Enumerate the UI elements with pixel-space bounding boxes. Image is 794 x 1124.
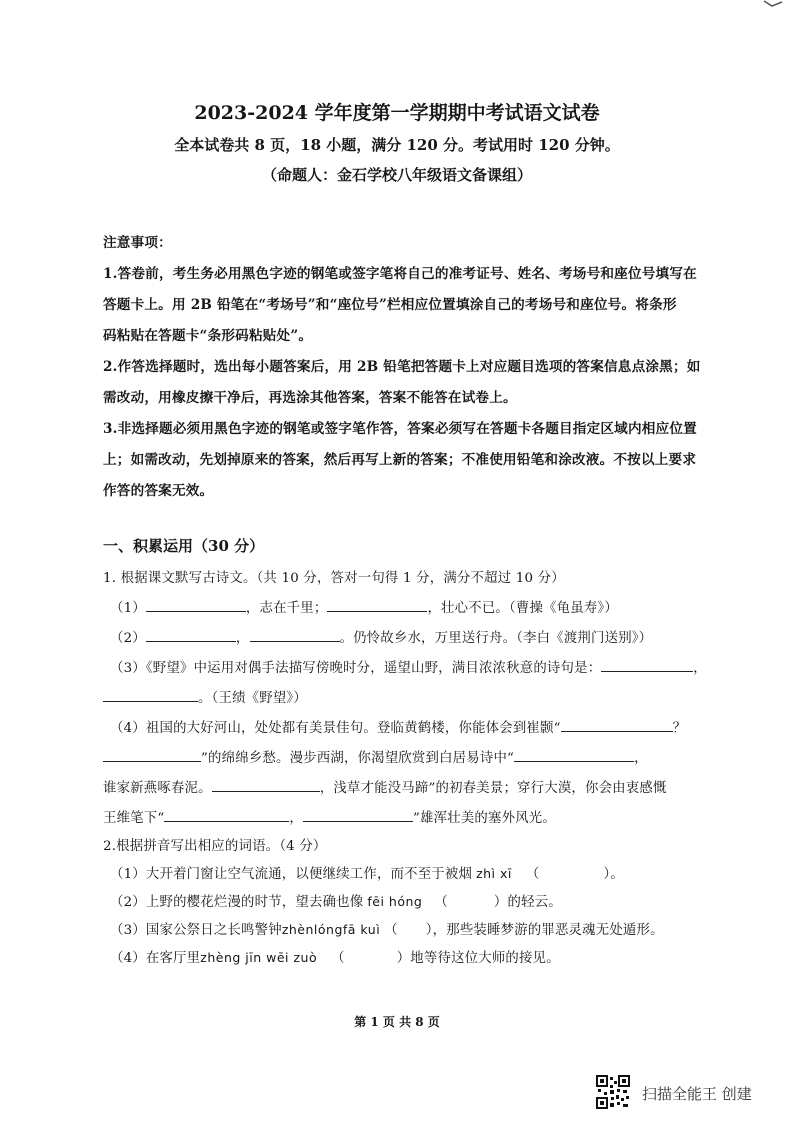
q2-sub4 [110, 947, 560, 966]
q1-sub4-line3 [103, 777, 667, 796]
answer-blank[interactable] [601, 659, 693, 672]
answer-blank[interactable] [514, 749, 634, 762]
exam-subtitle: 全本试卷共 8 页，18 小题，满分 120 分。考试用时 120 分钟。 [174, 136, 620, 154]
section1-heading: 一、积累运用（30 分） [103, 537, 265, 555]
q2-sub3-text: （3）国家公祭日之长鸣警钟 [110, 923, 282, 938]
q1-sub2-label: （2） [110, 631, 146, 646]
answer-blank[interactable] [561, 719, 673, 732]
qr-code-icon [596, 1075, 630, 1109]
answer-blank[interactable] [103, 689, 198, 702]
q1-sub3-end: 。（王绩《野望》） [198, 691, 307, 706]
answer-blank[interactable] [212, 779, 320, 792]
notes-item2-line2: 需改动，用橡皮擦干净后，再选涂其他答案，答案不能答在试卷上。 [103, 390, 517, 406]
exam-title: 2023-2024 学年度第一学期期中考试语文试卷 [194, 102, 600, 124]
q2-sub2-pinyin: fēi hóng [367, 894, 423, 909]
q2-sub2-paren: （ [434, 895, 448, 910]
q1-sub4-line2 [103, 747, 648, 766]
q1-sub3-text: （3）《野望》中运用对偶手法描写傍晚时分，遥望山野，满目浓浓秋意的诗句是： [110, 661, 602, 676]
q2-sub1 [110, 863, 624, 882]
q2-sub3-end: ），那些装睡梦游的罪恶灵魂无处遁形。 [425, 923, 664, 938]
q1-stem: 1. 根据课文默写古诗文。（共 10 分，答对一句得 1 分，满分不超过 10 分） [103, 571, 565, 586]
q2-sub3-paren: （ [384, 923, 398, 938]
notes-item3-line1: 3.非选择题必须用黑色字迹的钢笔或签字笔作答，答案必须写在答题卡各题目指定区域内相应位置 [103, 421, 697, 437]
q2-sub4-end: ）地等待这位大师的接见。 [396, 951, 560, 966]
q2-sub3-pinyin: zhènlóngfā kuì [281, 922, 381, 937]
q1-sub2-end: 。仍怜故乡水，万里送行舟。（李白《渡荆门送别》） [339, 631, 653, 646]
answer-blank[interactable] [250, 629, 340, 642]
q1-sub3-line2 [103, 687, 307, 706]
q1-sub4-l4-end: ”雄浑壮美的塞外风光。 [413, 811, 556, 826]
q1-sub4-l4-start: 王维笔下“ [103, 811, 165, 826]
notes-item3-line3: 作答的答案无效。 [103, 483, 214, 499]
q1-sub4-line4 [103, 807, 556, 826]
q1-sub4-l3-start: 谁家新燕啄春泥。 [103, 781, 212, 796]
q2-sub1-text: （1）大开着门窗让空气流通，以便继续工作，而不至于被烟 [110, 867, 473, 882]
exam-author: （命题人：金石学校八年级语文备课组） [261, 166, 532, 184]
q2-sub1-paren: （ [525, 867, 540, 882]
notes-item1-line3: 码粘贴在答题卡“条形码粘贴处”。 [103, 328, 313, 344]
q1-sub1-end: ，壮心不已。（曹操《龟虽寿》） [427, 601, 618, 616]
answer-blank[interactable] [164, 809, 289, 822]
corner-mark-icon [762, 0, 784, 8]
notes-item1-line1: 1.答卷前，考生务必用黑色字迹的钢笔或签字笔将自己的准考证号、姓名、考场号和座位号填写在 [103, 266, 697, 282]
q1-sub4-l2: ”的绵绵乡愁。漫步西湖，你渴望欣赏到白居易诗中“ [201, 751, 515, 766]
q2-sub3 [110, 919, 664, 938]
answer-blank[interactable] [146, 599, 246, 612]
answer-blank[interactable] [146, 629, 236, 642]
watermark-text: 扫描全能王 创建 [642, 1085, 752, 1103]
notes-item1-line2: 答题卡上。用 2B 铅笔在“考场号”和“座位号”栏相应位置填涂自己的考场号和座位号。将条形 [103, 297, 677, 313]
answer-blank[interactable] [327, 599, 427, 612]
q2-sub4-text: （4）在客厅里 [110, 951, 201, 966]
q2-sub2-end: ）的轻云。 [493, 895, 562, 910]
answer-blank[interactable] [103, 749, 201, 762]
q1-sub1 [110, 597, 618, 616]
q1-sub2 [110, 627, 652, 646]
q1-sub4-l3-end: ，浅草才能没马蹄”的初春美景；穿行大漠，你会由衷感慨 [319, 781, 667, 796]
q1-sub4-l4-mid: ， [289, 811, 304, 826]
q2-stem: 2.根据拼音写出相应的词语。（4 分） [103, 839, 327, 854]
q2-sub2 [110, 891, 562, 910]
q2-sub1-pinyin: zhì xī [476, 866, 512, 881]
q1-sub4-line1 [110, 717, 686, 736]
q1-sub4-q: ？ [672, 721, 687, 736]
q1-sub2-mid: ， [235, 631, 250, 646]
q1-sub4-l2-end: ， [634, 751, 648, 766]
q1-sub1-mid: ，志在千里； [245, 601, 328, 616]
answer-blank[interactable] [303, 809, 413, 822]
page-footer: 第 1 页 共 8 页 [354, 1015, 440, 1029]
notes-item2-line1: 2.作答选择题时，选出每小题答案后，用 2B 铅笔把答题卡上对应题目选项的答案信息点涂黑；如 [103, 359, 701, 375]
q2-sub4-pinyin: zhèng jīn wēi zuò [200, 950, 318, 965]
notes-item3-line2: 上；如需改动，先划掉原来的答案，然后再写上新的答案；不准使用铅笔和涂改液。不按以上要求 [103, 452, 697, 468]
notes-heading: 注意事项： [103, 235, 172, 251]
q2-sub1-end: ）。 [603, 867, 624, 882]
q1-sub1-label: （1） [110, 601, 146, 616]
q2-sub2-text: （2）上野的樱花烂漫的时节，望去确也像 [110, 895, 364, 910]
q1-sub3-comma: ， [693, 661, 707, 676]
q1-sub4-text: （4）祖国的大好河山，处处都有美景佳句。登临黄鹤楼，你能体会到崔颢“ [110, 721, 561, 736]
q1-sub3-line1 [110, 657, 707, 676]
q2-sub4-paren: （ [331, 951, 345, 966]
